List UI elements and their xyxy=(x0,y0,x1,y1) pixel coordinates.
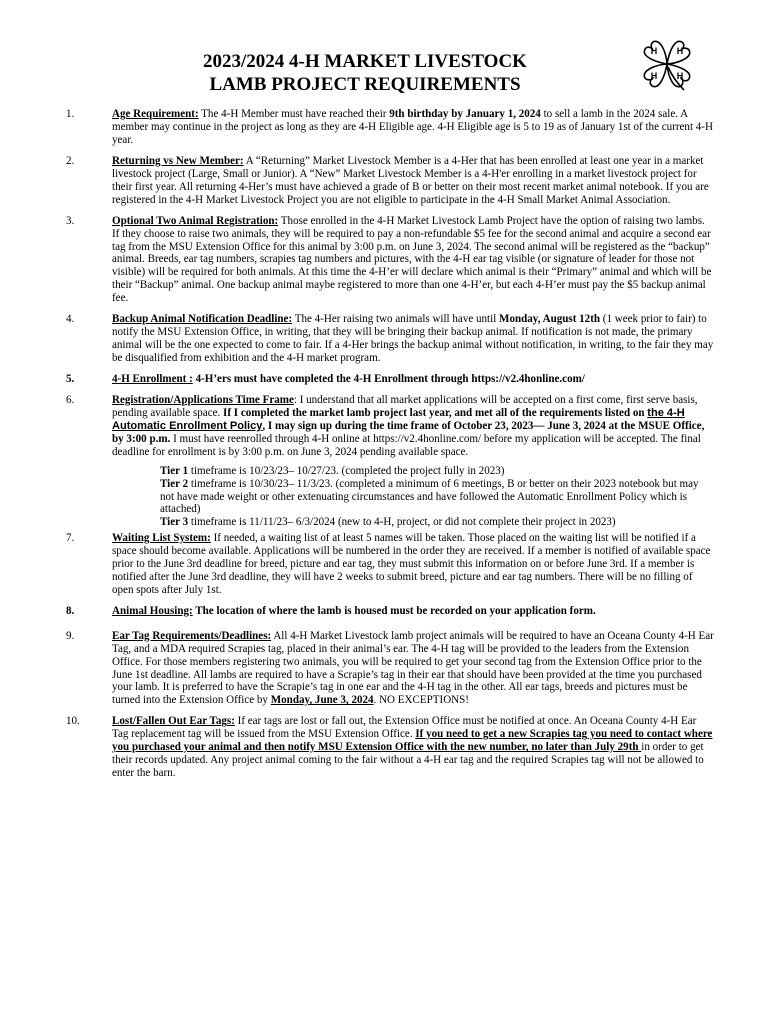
item-label: Waiting List System: xyxy=(112,532,211,545)
list-item-animal-housing: 8. Animal Housing: The location of where the lamb is housed must be recorded on your application form. xyxy=(66,604,596,617)
tier-2: Tier 2 timeframe is 10/30/23– 11/3/23. (completed a minimum of 6 meetings, B or better on their 2023 notebook but may not have made weight or other extenuating circumstances and have followed the Automatic Enrollment Policy which is attached) xyxy=(160,477,699,516)
svg-text:H: H xyxy=(676,46,684,56)
tier-1: Tier 1 timeframe is 10/23/23– 10/27/23. (completed the project fully in 2023) xyxy=(160,464,505,477)
svg-text:H: H xyxy=(676,71,684,81)
item-label: Returning vs New Member: xyxy=(112,154,244,167)
title-line-1: 2023/2024 4-H MARKET LIVESTOCK xyxy=(203,51,527,72)
list-item-registration-time-frame: 6. Registration/Applications Time Frame: I understand that all market applications will be accepted on a first come, first serve basis, pending available space. If I completed the market lamb project last year, and met all of the requirements listed on the 4-H Automatic Enrollment Policy, I may sign up during the time frame of October 23, 2023— June 3, 2024 at the MSUE Office, by 3:00 p.m. I must have reenrolled through 4-H online at https://v2.4honline.com/ before my application will be accepted. The final deadline for enrollment is by 3:00 p.m. on June 3, 2024 pending available space. Tier 1 timeframe is 10/23/23– 10/27/23. (completed the project fully in 2023) Tier 2 timeframe is 10/30/23– 11/3/23. (completed a minimum of 6 meetings, B or better on their 2023 notebook but may not have made weight or other extenuating circumstances and have followed the Automatic Enrollment Policy which is attached) Tier 3 timeframe is 11/11/23– 6/3/2024 (new to 4-H, project, or did not complete their project in 2023) xyxy=(64,394,714,529)
tier-list xyxy=(112,465,714,530)
list-item-age-requirement: 1. Age Requirement: The 4-H Member must have reached their 9th birthday by January 1, 2024 to sell a lamb in the 2024 sale. A member may continue in the project as long as they are 4-H Eligible age. 4-H Eligible age is 5 to 19 as of January 1st of the current 4-H year. xyxy=(66,108,713,146)
automatic-enrollment-policy-link[interactable]: the 4-H Automatic Enrollment Policy xyxy=(112,407,685,432)
item-label: Animal Housing: xyxy=(112,604,193,617)
svg-text:H: H xyxy=(650,46,658,56)
page-title xyxy=(120,50,610,96)
list-item-waiting-list: 7. Waiting List System: If needed, a waiting list of at least 5 names will be taken. Those placed on the waiting list will be notified if a space should become available. Applications will be numbered in the order they are received. If a member is notified of available space prior to the June 3rd deadline for breed, picture and ear tag, they must submit this information on or before June 3rd. If a member is notified after the June 3rd deadline, they will have 2 weeks to submit breed, picture and ear tag numbers. There will be no filling of open spots after July 1st. xyxy=(66,532,711,596)
requirements-list xyxy=(64,108,714,788)
4h-clover-logo-icon xyxy=(632,34,702,94)
tier-3: Tier 3 timeframe is 11/11/23– 6/3/2024 (new to 4-H, project, or did not complete their project in 2023) xyxy=(160,516,616,529)
item-label: Lost/Fallen Out Ear Tags: xyxy=(112,715,235,728)
item-label: 4-H Enrollment : xyxy=(112,373,193,386)
item-label: Optional Two Animal Registration: xyxy=(112,214,279,227)
list-item-returning-vs-new: 2. Returning vs New Member: A “Returning” Market Livestock Member is a 4-Her that has been enrolled at least one year in a market livestock project (Large, Small or Junior). A “New” Market Livestock Member is a 4-H'er enrolling in a market livestock project for their first year. All returning 4-Her’s must have achieved a grade of B or better on their most recent market animal notebook. If you are registered in the 4-H Market Livestock Project you are not eligible to participate in the 4-H Small Market Animal Association. xyxy=(66,154,709,206)
item-label: Age Requirement: xyxy=(112,108,199,120)
item-label: Backup Animal Notification Deadline: xyxy=(112,313,293,326)
list-item-two-animal-registration: 3. Optional Two Animal Registration: Those enrolled in the 4-H Market Livestock Lamb Project have the option of raising two lambs. If they choose to raise two animals, they will be required to pay a non-refundable $5 fee for the second animal and acquire a second ear tag from the MSU Extension Office for this animal by 3:00 p.m. on June 3, 2024. The second animal will be registered as the “backup” animal. Breeds, ear tag numbers, scrapies tag numbers and pictures, with the 4-H ear tag visible (or signature of leader for those not visible) will be required for both animals. At this time the 4-H’er will declare which animal is their “Primary” animal and which will be their “Backup” animal. One backup animal maybe registered to more than one 4-H’er, but each 4-H’er must pay the $5 backup animal fee. xyxy=(66,214,712,305)
item-label: Ear Tag Requirements/Deadlines: xyxy=(112,629,272,642)
list-item-backup-notification: 4. Backup Animal Notification Deadline: The 4-Her raising two animals will have until Monday, August 12th (1 week prior to fair) to notify the MSU Extension Office, in writing, that they will be bringing their backup animal. If notification is not made, the primary animal will be the one expected to come to fair. If a 4-Her brings the backup animal without notification, in writing, to the fair they may be disqualified from exhibition and the 4-H market program. xyxy=(66,313,714,364)
title-line-2: LAMB PROJECT REQUIREMENTS xyxy=(209,74,521,95)
svg-text:H: H xyxy=(650,71,658,81)
item-label: Registration/Applications Time Frame xyxy=(112,394,294,407)
list-item-lost-ear-tags: 10. Lost/Fallen Out Ear Tags: If ear tags are lost or fall out, the Extension Office must be notified at once. An Oceana County 4-H Ear Tag replacement tag will be issued from the MSU Extension Office. If you need to get a new Scrapies tag you need to contact where you purchased your animal and then notify MSU Extension Office with the new number, no later than July 29th in order to get their records updated. Any project animal coming to the fair without a 4-H ear tag and the required Scrapies tag will not be allowed to enter the barn. xyxy=(66,715,713,780)
list-item-ear-tag-requirements: 9. Ear Tag Requirements/Deadlines: All 4-H Market Livestock lamb project animals will be required to have an Oceana County 4-H Ear Tag, and a MDA required Scrapies tag, placed in their animal’s ear. The 4-H tag will be provided to the leaders from the Extension Office. For those members registering two animals, you will be required to get your second tag from the Extension Office prior to the June 1st deadline. All lambs are required to have a Scrapie’s tag in their ear that should have been provided at the time you purchased your lamb. It is preferred to have the Scrapie’s tag in one ear and the 4-H tag in the other. All ear tags, breeds and pictures must be turned into the Extension Office by Monday, June 3, 2024. NO EXCEPTIONS! xyxy=(66,629,714,707)
list-item-4h-enrollment: 5. 4-H Enrollment : 4-H’ers must have completed the 4-H Enrollment through https://v2.4honline.com/ xyxy=(66,373,585,386)
